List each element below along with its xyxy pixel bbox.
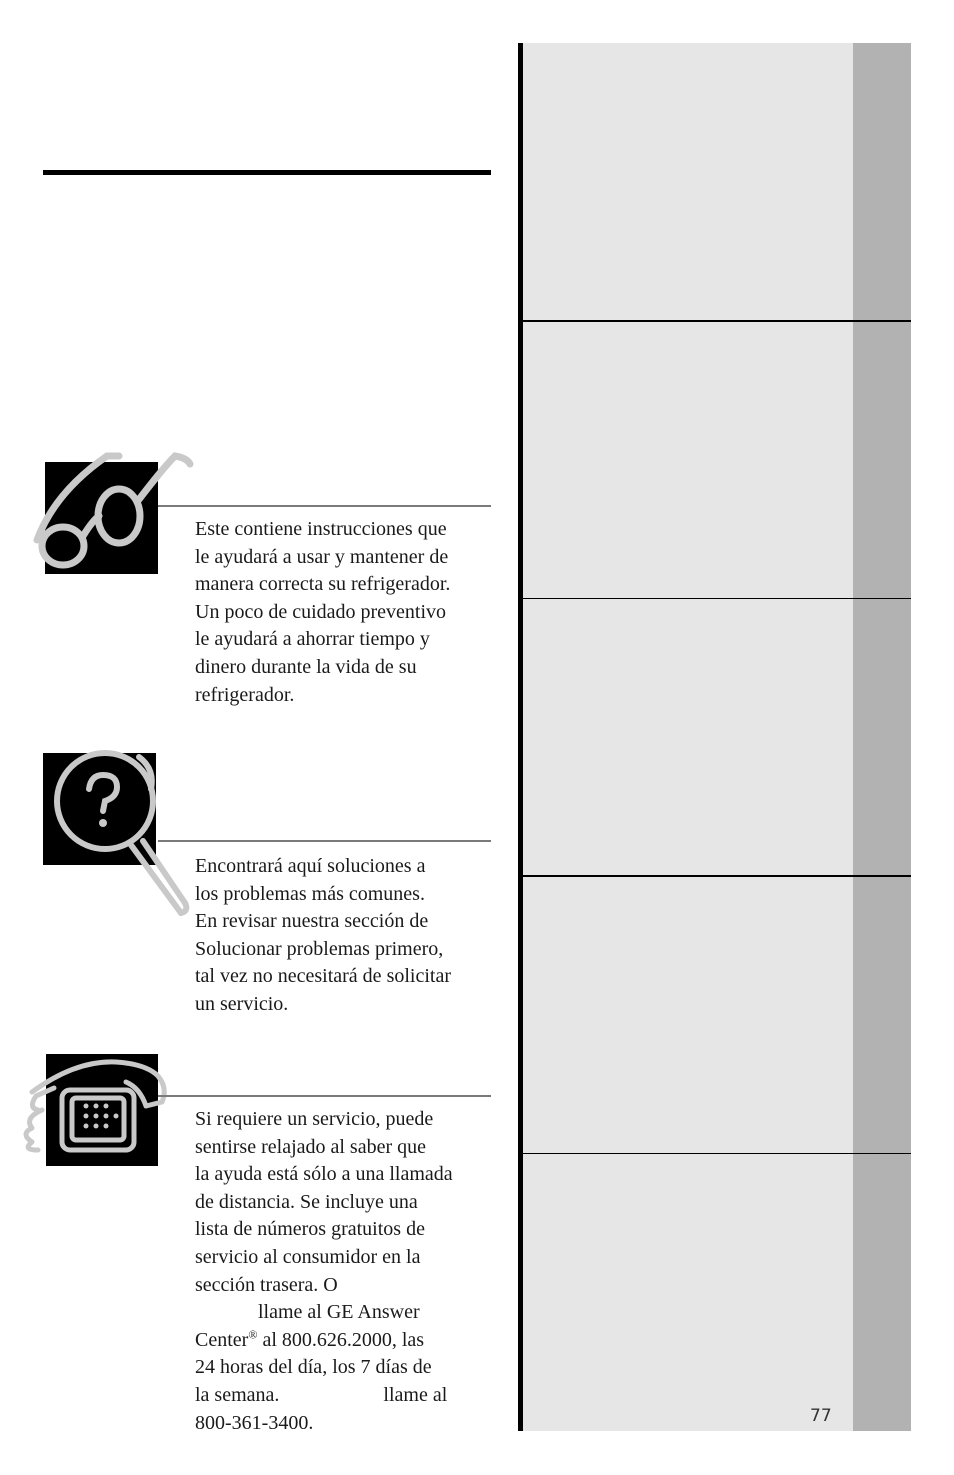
right-divider-1 — [523, 320, 911, 322]
right-edge-tab — [853, 43, 911, 1431]
right-divider-4 — [523, 1153, 911, 1154]
right-divider-3 — [523, 875, 911, 877]
right-divider-2 — [523, 598, 911, 599]
section-rule-1 — [158, 505, 491, 507]
top-rule — [43, 170, 491, 175]
section-2-paragraph: Encontrará aquí soluciones a los problemas más comunes. En revisar nuestra sección de Solucionar problemas primero, tal vez no necesitará de solicitar un servicio. — [195, 855, 451, 1015]
section-3-text — [195, 1106, 495, 1437]
section-1-paragraph: Este contiene instrucciones que le ayudará a usar y mantener de manera correcta su refrigerador. Un poco de cuidado preventivo le ayudará a ahorrar tiempo y dinero durante la vida de su refrigerador. — [195, 518, 451, 706]
section-1-text — [195, 516, 495, 709]
eyeglasses-icon — [45, 462, 158, 574]
right-vertical-rule — [518, 43, 523, 1431]
section-rule-3 — [158, 1095, 491, 1097]
section-2-text — [195, 853, 495, 1019]
page-number: 77 — [810, 1406, 832, 1426]
right-panel — [523, 43, 853, 1431]
telephone-icon-box — [46, 1054, 158, 1166]
telephone-icon — [46, 1054, 158, 1166]
section-rule-2 — [158, 840, 491, 842]
section-3-paragraph: Si requiere un servicio, puede sentirse relajado al saber que la ayuda está sólo a una llamada de distancia. Se incluye una lista de números gratuitos de servicio al consumidor en la sección trasera. O llame al GE Answer Center® al 800.626.2000, las 24 horas del día, los 7 días de la semana. llame al 800-361-3400. — [195, 1108, 453, 1434]
question-icon-box — [43, 753, 156, 865]
registered-mark: ® — [248, 1327, 258, 1342]
eyeglasses-icon-box — [45, 462, 158, 574]
question-magnifier-icon — [43, 753, 156, 865]
